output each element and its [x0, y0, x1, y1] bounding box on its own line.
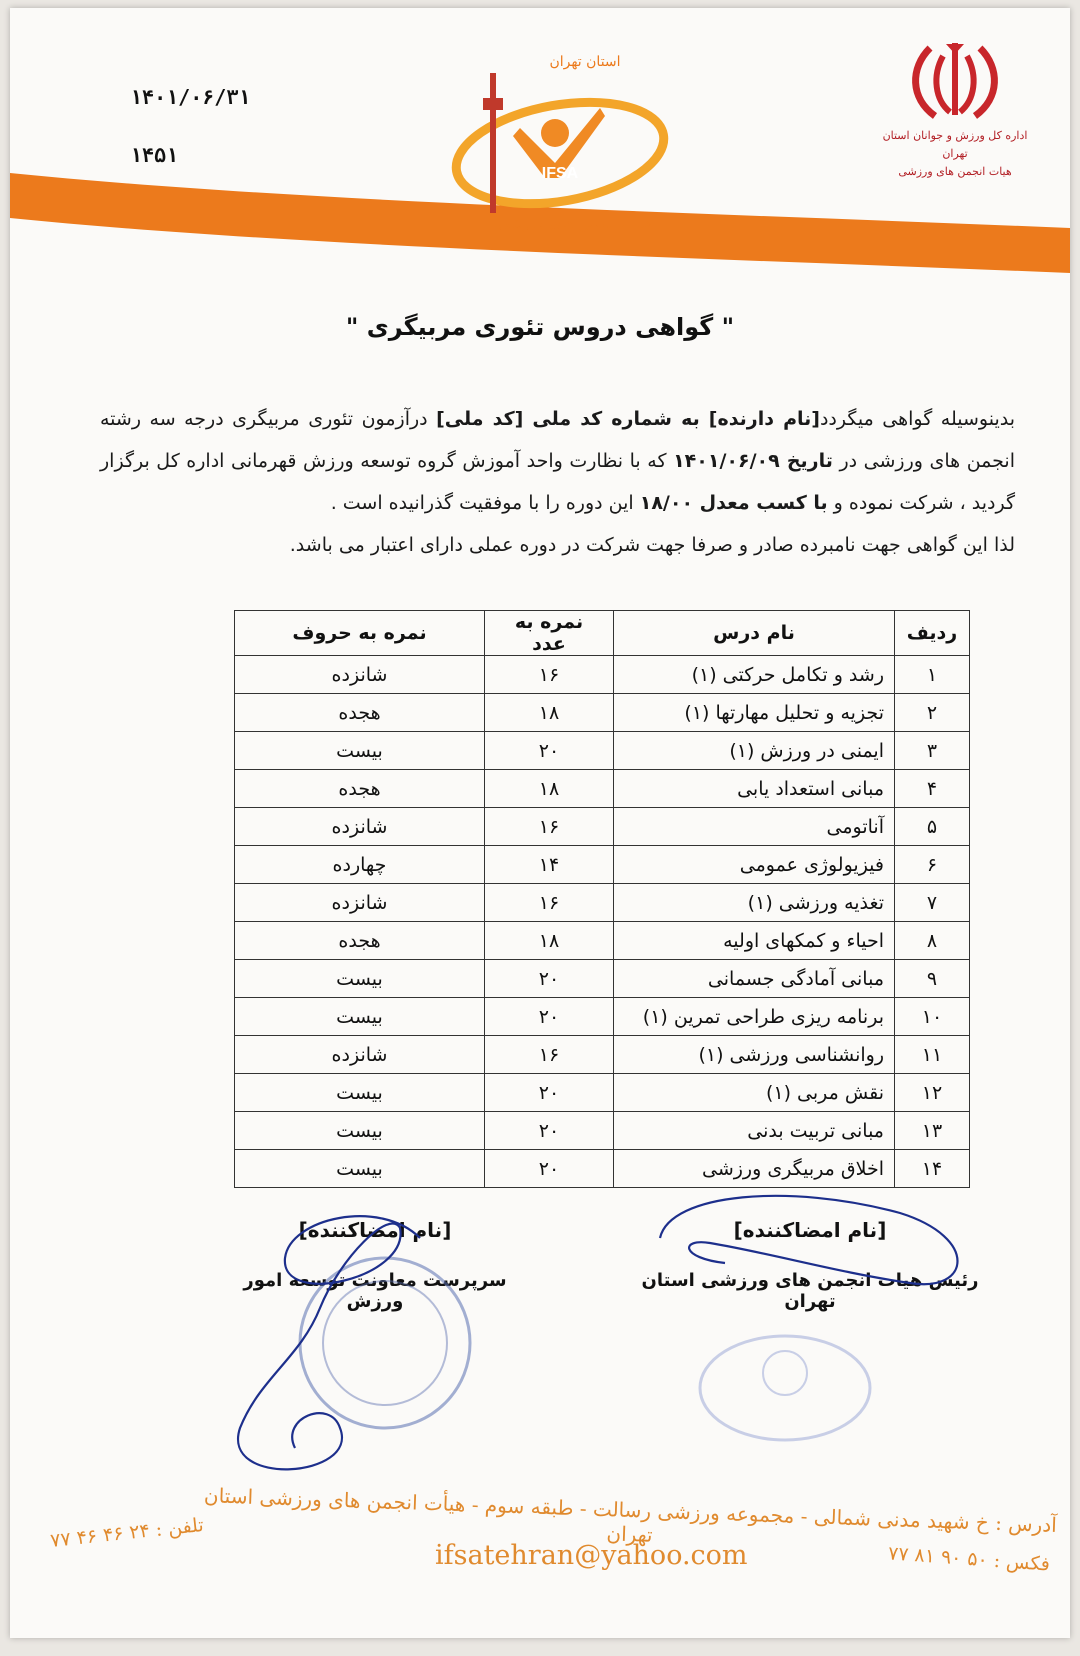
- score-number: ۱۴: [485, 846, 614, 884]
- body-text: که با نظارت واحد آموزش گروه توسعه ورزش قهرمانی اداره کل برگزار گردید ، شرکت نموده و: [100, 450, 1015, 514]
- course-name: فیزیولوژی عمومی: [614, 846, 895, 884]
- score-words: هجده: [235, 770, 485, 808]
- score-number: ۲۰: [485, 732, 614, 770]
- course-name: آناتومی: [614, 808, 895, 846]
- letter-date: ۱۴۰۱/۰۶/۳۱: [130, 85, 251, 109]
- table-row: [235, 770, 970, 808]
- signer-name-left: [نام امضاکننده]: [298, 1218, 452, 1242]
- right-official-seal: [690, 1328, 880, 1448]
- score-words: چهارده: [235, 846, 485, 884]
- score-number: ۲۰: [485, 1150, 614, 1188]
- course-name: احیاء و کمکهای اولیه: [614, 922, 895, 960]
- holder-name: [نام دارنده]: [708, 408, 820, 430]
- course-name: اخلاق مربیگری ورزشی: [614, 1150, 895, 1188]
- table-row: [235, 846, 970, 884]
- score-words: بیست: [235, 998, 485, 1036]
- certificate-page: [10, 8, 1070, 1638]
- score-number: ۱۶: [485, 808, 614, 846]
- row-number: ۱۴: [895, 1150, 970, 1188]
- score-number: ۱۸: [485, 770, 614, 808]
- score-words: شانزده: [235, 884, 485, 922]
- table-row: [235, 656, 970, 694]
- score-words: هجده: [235, 694, 485, 732]
- score-words: شانزده: [235, 1036, 485, 1074]
- ministry-logo: [880, 38, 1030, 181]
- score-words: شانزده: [235, 656, 485, 694]
- footer-email: ifsatehran@yahoo.com: [435, 1540, 748, 1571]
- table-header-row: [235, 611, 970, 656]
- score-number: ۲۰: [485, 1112, 614, 1150]
- body-text: این دوره را با موفقیت گذرانیده است .: [330, 492, 640, 514]
- holder-national-id: [کد ملی]: [436, 408, 524, 430]
- row-number: ۱: [895, 656, 970, 694]
- signer-role-right: رئیس هیات انجمن های ورزشی استان تهران: [641, 1270, 979, 1312]
- score-number: ۱۶: [485, 1036, 614, 1074]
- header-score-number: نمره به عدد: [485, 611, 614, 656]
- score-number: ۲۰: [485, 960, 614, 998]
- logo-bottom-text: هیات انجمن های ورزشی: [497, 214, 653, 232]
- phone-number: تلفن : ۲۴ ۴۶ ۴۶ ۷۷: [49, 1514, 205, 1552]
- course-name: مبانی آمادگی جسمانی: [614, 960, 895, 998]
- row-number: ۱۱: [895, 1036, 970, 1074]
- table-row: [235, 998, 970, 1036]
- letter-number: ۱۴۵۱: [130, 143, 179, 167]
- table-row: [235, 1112, 970, 1150]
- fax-number: فکس : ۵۰ ۹۰ ۸۱ ۷۷: [887, 1542, 1051, 1576]
- row-number: ۱۲: [895, 1074, 970, 1112]
- table-row: [235, 960, 970, 998]
- table-row: [235, 884, 970, 922]
- signer-role-left: سرپرست معاونت توسعه امور ورزش: [243, 1270, 507, 1312]
- grades-table: [234, 610, 970, 1188]
- footer-address: آدرس : خ شهید مدنی شمالی - مجموعه ورزشی رسالت - طبقه سوم - هیأت انجمن های ورزشی استان تهران: [203, 1483, 1058, 1547]
- row-number: ۲: [895, 694, 970, 732]
- header-row-number: ردیف: [895, 611, 970, 656]
- footer-phone: [49, 1510, 205, 1556]
- score-words: شانزده: [235, 808, 485, 846]
- row-number: ۳: [895, 732, 970, 770]
- row-number: ۶: [895, 846, 970, 884]
- table-row: [235, 808, 970, 846]
- iran-emblem-icon: [910, 38, 1000, 123]
- table-row: [235, 732, 970, 770]
- score-words: بیست: [235, 732, 485, 770]
- ministry-line2: هیات انجمن های ورزشی: [898, 165, 1012, 178]
- exam-date: تاریخ ۱۴۰۱/۰۶/۰۹: [673, 450, 833, 472]
- score-number: ۱۸: [485, 694, 614, 732]
- course-name: تغذیه ورزشی (۱): [614, 884, 895, 922]
- score-words: بیست: [235, 1150, 485, 1188]
- table-row: [235, 1036, 970, 1074]
- score-number: ۱۶: [485, 656, 614, 694]
- header-course-name: نام درس: [614, 611, 895, 656]
- table-row: [235, 1074, 970, 1112]
- table-row: [235, 1150, 970, 1188]
- signature-scribble-left: [220, 1198, 470, 1498]
- ifsa-logo: [435, 38, 685, 248]
- certificate-title: " گواهی دروس تئوری مربیگری ": [345, 313, 735, 341]
- course-name: برنامه ریزی طراحی تمرین (۱): [614, 998, 895, 1036]
- score-number: ۲۰: [485, 1074, 614, 1112]
- body-text: درآزمون تئوری مربیگری درجه سه رشته انجمن های ورزشی در: [100, 408, 1016, 472]
- average-score: با کسب معدل ۱۸/۰۰: [639, 492, 828, 514]
- row-number: ۱۳: [895, 1112, 970, 1150]
- id-label: به شماره کد ملی: [523, 408, 709, 430]
- row-number: ۱۰: [895, 998, 970, 1036]
- letter-meta: [130, 68, 250, 184]
- footer: [40, 1478, 1058, 1618]
- course-name: مبانی تربیت بدنی: [614, 1112, 895, 1150]
- body-text: بدینوسیله گواهی میگردد: [819, 408, 1015, 430]
- logo-arc-text: استان تهران: [549, 54, 621, 70]
- score-words: بیست: [235, 1074, 485, 1112]
- course-name: تجزیه و تحلیل مهارتها (۱): [614, 694, 895, 732]
- row-number: ۹: [895, 960, 970, 998]
- course-name: مبانی استعداد یابی: [614, 770, 895, 808]
- certificate-body: [100, 398, 1015, 566]
- score-number: ۱۸: [485, 922, 614, 960]
- course-name: رشد و تکامل حرکتی (۱): [614, 656, 895, 694]
- row-number: ۸: [895, 922, 970, 960]
- table-row: [235, 694, 970, 732]
- row-number: ۵: [895, 808, 970, 846]
- score-number: ۲۰: [485, 998, 614, 1036]
- score-words: هجده: [235, 922, 485, 960]
- score-words: بیست: [235, 1112, 485, 1150]
- ifsa-acronym: IFSA: [541, 165, 579, 182]
- signer-name-right: [نام امضاکننده]: [733, 1218, 887, 1242]
- signature-scribble-right: [650, 1183, 990, 1303]
- course-name: نقش مربی (۱): [614, 1074, 895, 1112]
- score-words: بیست: [235, 960, 485, 998]
- score-number: ۱۶: [485, 884, 614, 922]
- ministry-line1: اداره کل ورزش و جوانان استان تهران: [882, 129, 1028, 160]
- table-row: [235, 922, 970, 960]
- row-number: ۴: [895, 770, 970, 808]
- header-score-words: نمره به حروف: [235, 611, 485, 656]
- course-name: روانشناسی ورزشی (۱): [614, 1036, 895, 1074]
- row-number: ۷: [895, 884, 970, 922]
- course-name: ایمنی در ورزش (۱): [614, 732, 895, 770]
- validity-note: لذا این گواهی جهت نامبرده صادر و صرفا جهت شرکت در دوره عملی دارای اعتبار می باشد.: [289, 534, 1015, 556]
